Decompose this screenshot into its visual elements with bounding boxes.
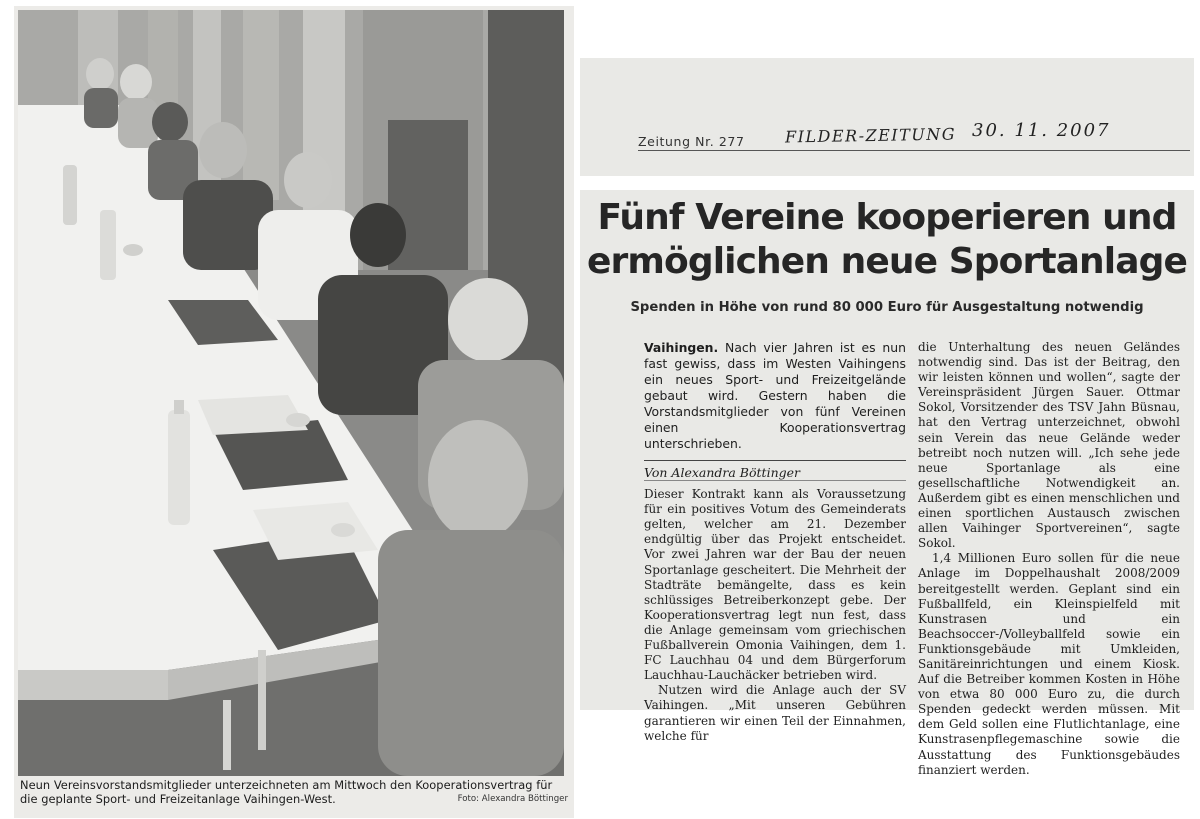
signing-photo [18,10,564,776]
article-column-1 [644,340,906,744]
dateline: Vaihingen. [644,340,719,355]
headline-line-1: Fünf Vereine kooperieren und [597,197,1177,238]
article-headline [580,196,1194,284]
newspaper-masthead-strip [580,58,1194,176]
article-subheadline: Spenden in Höhe von rund 80 000 Euro für Ausgestaltung notwendig [630,300,1144,315]
article-lead [644,340,906,452]
article-clipping [580,190,1194,777]
photo-caption: Neun Vereinsvorstandsmitglieder unterzeichneten am Mittwoch den Kooperationsvertrag für die geplante Sport- und Freizeitanlage Vaihingen-West. [20,778,553,806]
masthead-rule [638,150,1190,151]
photo-illustration [18,10,564,776]
body-paragraph: 1,4 Millionen Euro sollen für die neue Anlage im Doppelhaushalt 2008/2009 bereitgestellt werden. Geplant sind ein Fußballfeld, ein Kleinspielfeld mit Kunstrasen und ein Beachsoccer-/Volleyballfeld sowie ein Funktionsgebäude mit Umkleiden, Sanitäreinrichtungen und einem Kiosk. Auf die Betreiber kommen Kosten in Höhe von etwa 80 000 Euro zu, die durch Spenden gedeckt werden müssen. Mit dem Geld sollen eine Flutlichtanlage, eine Kunstrasenpflegemaschine sowie die Ausstattung des Funktionsgebäudes finanziert werden. [918,551,1180,777]
photo-credit: Foto: Alexandra Böttinger [457,794,568,804]
handwritten-date: 30. 11. 2007 [972,120,1111,141]
author-rule-top [644,460,906,461]
lead-text: Nach vier Jahren ist es nun fast gewiss, dass im Westen Vaihingens ein neues Sport- und Freizeitgelände gebaut wird. Gestern haben die Vorstandsmitglieder von fünf Vereinen einen Kooperationsvertrag unterschrieben. [644,340,906,451]
body-paragraph: Nutzen wird die Anlage auch der SV Vaihingen. „Mit unseren Gebühren garantieren wir einen Teil der Einnahmen, welche für [644,683,906,743]
paper-number: Zeitung Nr. 277 [638,134,745,149]
author-rule-bottom [644,480,906,481]
photo-clipping [14,6,574,818]
headline-line-2: ermöglichen neue Sportanlage [587,241,1187,282]
article-author: Von Alexandra Böttinger [644,465,800,480]
body-paragraph: Dieser Kontrakt kann als Voraussetzung für ein positives Votum des Gemeinderats gelten, welcher am 21. Dezember endgültig über das Projekt entscheidet. Vor zwei Jahren war der Bau der neuen Sportanlage gescheitert. Die Mehrheit der Stadträte bemängelte, dass es kein schlüssiges Betreiberkonzept gebe. Der Kooperationsvertrag legt nun fest, dass die Anlage gemeinsam vom griechischen Fußballverein Omonia Vaihingen, dem 1. FC Lauchhau 04 und dem Bürgerforum Lauchhau-Lauchäcker betrieben wird. [644,487,906,683]
handwritten-paper-name: FILDER-ZEITUNG [784,124,957,147]
article-column-2 [918,340,1180,778]
body-paragraph: die Unterhaltung des neuen Geländes notwendig sind. Das ist der Beitrag, den wir leisten können und wollen“, sagte der Vereinspräsident Jürgen Sauer. Ottmar Sokol, Vorsitzender des TSV Jahn Büsnau, hat den Vertrag unterzeichnet, obwohl sein Verein das neue Gelände weder betreibt noch nutzen will. „Ich sehe jede neue Sportanlage als eine gesellschaftliche Notwendigkeit an. Außerdem gibt es einen menschlichen und einen sportlichen Austausch zwischen allen Vaihinger Sportvereinen“, sagte Sokol. [918,340,1180,551]
